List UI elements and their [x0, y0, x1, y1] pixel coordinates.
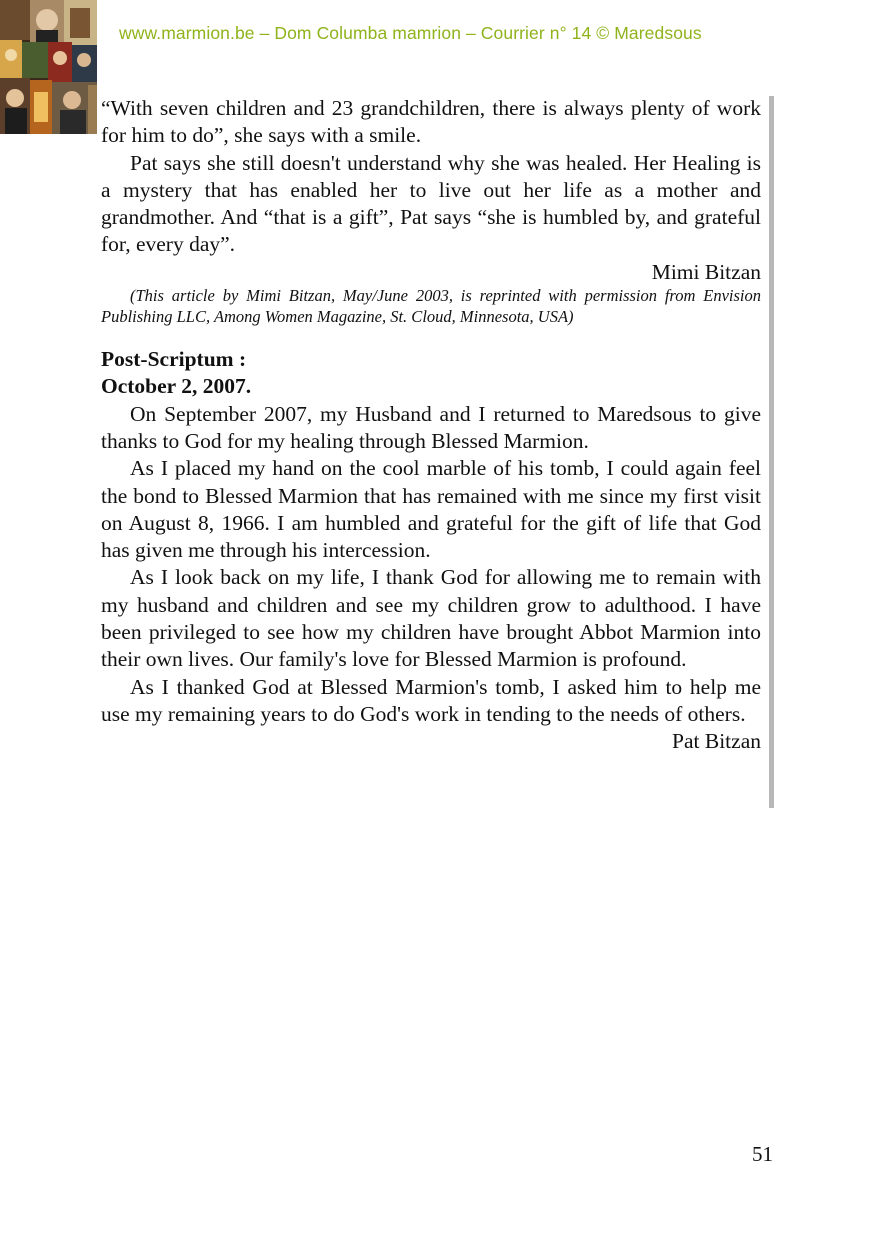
section-gap — [101, 327, 761, 346]
postscript-heading: Post-Scriptum : — [101, 347, 247, 372]
postscript-paragraph-3: As I look back on my life, I thank God for allowing me to remain with my husband and children and see my children grow to adulthood. I have been privileged to see how my children have brought Abbot Marmion into their own lives. Our family's love for Blessed Marmion is profound. — [101, 565, 761, 672]
article-paragraph-2: Pat says she still doesn't understand why she was healed. Her Healing is a mystery that has enabled her to live out her life as a mother and grandmother. And “that is a gift”, Pat says “she is humbled by, and grateful for, every day”. — [101, 150, 761, 257]
postscript-date: October 2, 2007. — [101, 374, 252, 399]
postscript-paragraph-1: On September 2007, my Husband and I returned to Maredsous to give thanks to God for my healing through Blessed Marmion. — [101, 401, 761, 453]
postscript-paragraph-4: As I thanked God at Blessed Marmion's tomb, I asked him to help me use my remaining years to do God's work in tending to the needs of others. — [101, 674, 761, 726]
header-photo-collage — [0, 0, 97, 134]
page-body — [101, 95, 761, 756]
article-signature: Mimi Bitzan — [651, 259, 761, 284]
article-paragraph-1: “With seven children and 23 grandchildren, there is always plenty of work for him to do”, she says with a smile. — [101, 96, 761, 148]
header-banner-text: www.marmion.be – Dom Columba mamrion – Courrier n° 14 © Maredsous — [119, 23, 702, 43]
collage-image — [0, 0, 97, 134]
postscript-signature: Pat Bitzan — [672, 729, 761, 754]
right-margin-rule — [769, 96, 774, 808]
postscript-paragraph-2: As I placed my hand on the cool marble of his tomb, I could again feel the bond to Blessed Marmion that has remained with me since my first visit on August 8, 1966. I am humbled and grateful for the gift of life that God has given me through his intercession. — [101, 456, 761, 563]
reprint-note: (This article by Mimi Bitzan, May/June 2003, is reprinted with permission from Envision Publishing LLC, Among Women Magazine, St. Cloud, Minnesota, USA) — [101, 286, 761, 326]
page-number: 51 — [752, 1142, 773, 1166]
